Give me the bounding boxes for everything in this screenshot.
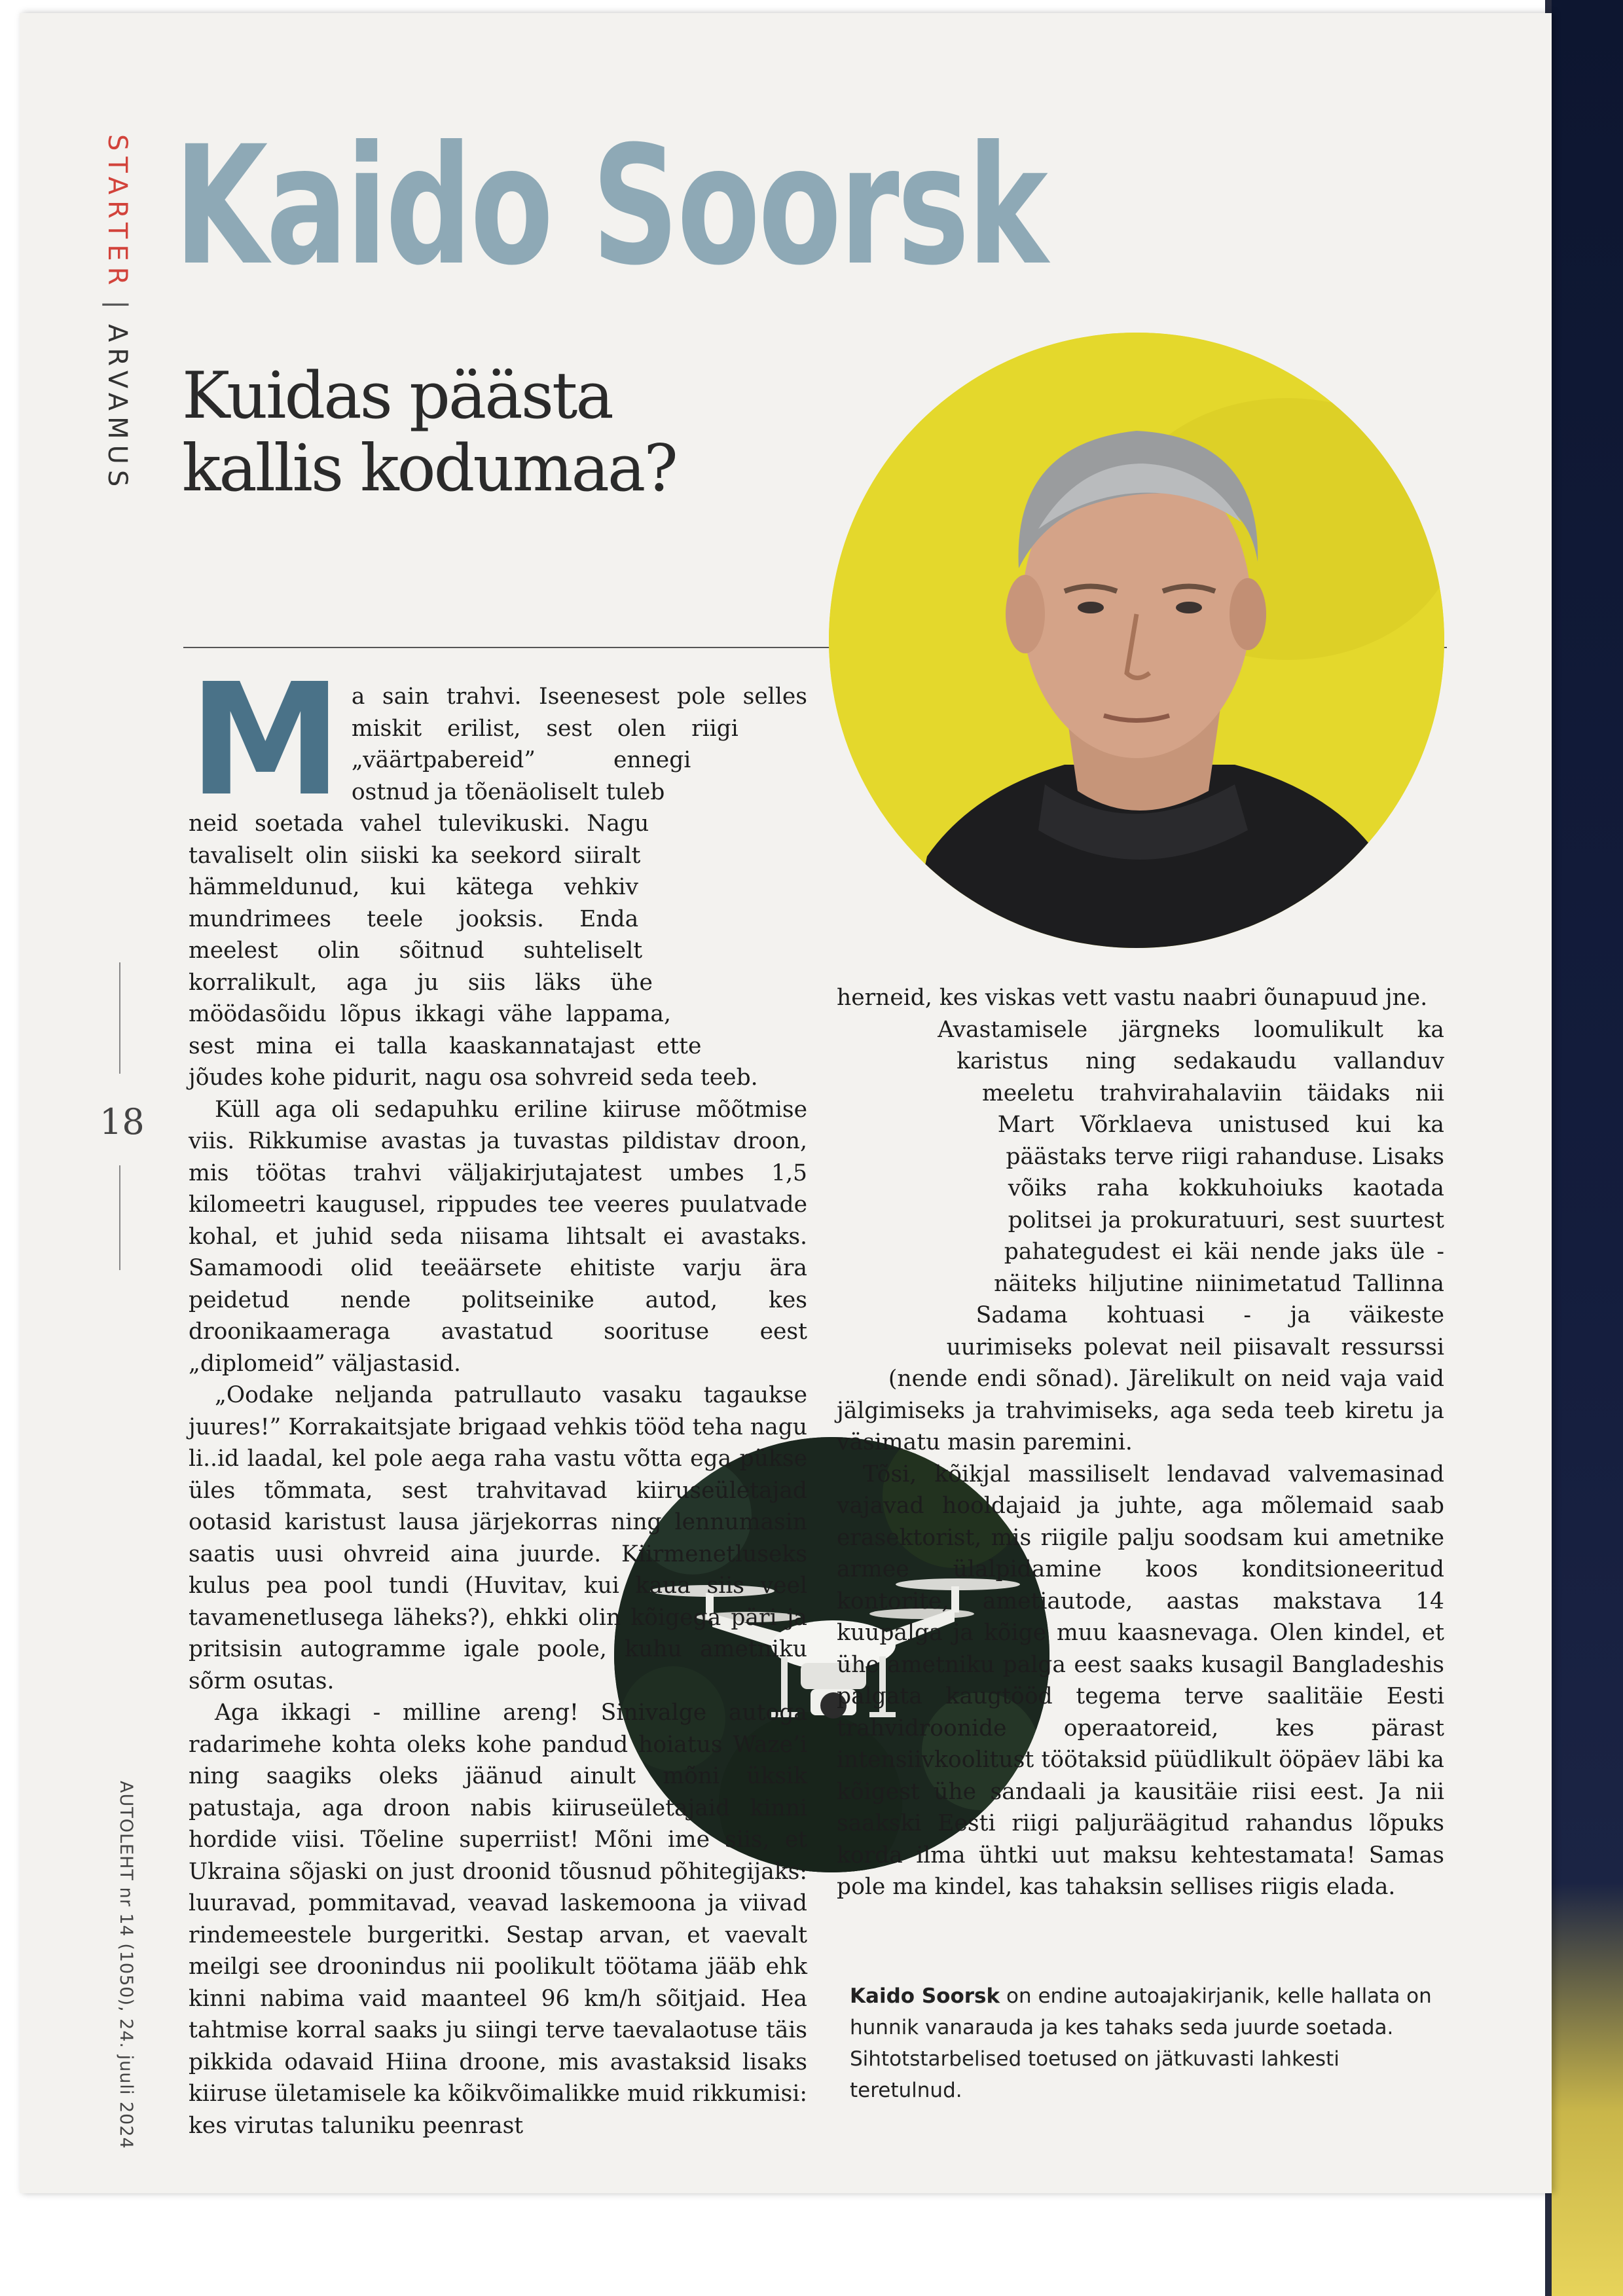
subtitle-line-1: Kuidas päästa <box>182 359 612 433</box>
col2-paragraph-1: herneid, kes viskas vett vastu naabri õunapuud jne. <box>837 985 1428 1011</box>
issue-footer: AUTOLEHT nr 14 (1050), 24. juuli 2024 <box>116 1781 136 2149</box>
bio-text: on endine autoajakirjanik, kelle hallata on hunnik vanarauda ja kes tahaks seda juurde soetada. Sihtotstarbelised toetused on jätkuvasti lahkesti teretulnud. <box>850 1984 1432 2102</box>
author-title: Kaido Soorsk <box>174 111 1046 301</box>
author-portrait <box>829 333 1444 948</box>
col1-paragraph-2: Küll aga oli sedapuhku eriline kiiruse mõõtmise viis. Rikkumise avastas ja tuvastas pildistav droon, mis töötas trahvi väljakirjutajatest umbes 1,5 kilomeetri kaugusel, rippudes tee veeres puulatvade kohal, et juhid seda niisama lihtsalt ei avastaks. Samamoodi olid teeäärsete ehitiste varju ära peidetud nende politseinike autod, kes droonikaameraga avastatud soorituse eest „diplomeid” väljastasid. <box>189 1096 807 1377</box>
col1-paragraph-1: a sain trahvi. Iseenesest pole selles miskit erilist, sest olen riigi „väärtpabereid” ennegi ostnud ja tõenäoliselt tuleb neid soetada vahel tulevikuski. Nagu tavaliselt olin siiski ka seekord siiralt hämmeldunud, kui kätega vehkiv mundrimees teele jooksis. Enda meelest olin sõitnud suhteliselt korralikult, aga ju siis läks ühe möödasõidu lõpus ikkagi vähe lappama, sest mina ei talla kaaskannatajast ette jõudes kohe pidurit, nagu osa sohvreid seda teeb. <box>189 683 807 1091</box>
article-column-1 <box>189 650 807 2141</box>
author-bio <box>850 1980 1452 2106</box>
col2-paragraph-2: Avastamisele järgneks loomulikult ka karistus ning sedakaudu vallanduv meeletu trahvirahalaviin täidaks nii Mart Võrklaeva unistused kui ka päästaks terve riigi rahanduse. Lisaks võiks raha kokkuhoiuks kaotada politsei ja prokuratuuri, sest suurtest pahategudest ei käi nende jaks üle - näiteks hiljutine niinimetatud Tallinna Sadama kohtuasi - ja väikeste uurimiseks polevat neil piisavalt ressurssi (nende endi sõnad). Järelikult on neid vaja vaid jälgimiseks ja trahvimiseks, aga seda teeb kiretu ja väsimatu masin paremini. <box>837 1016 1444 1455</box>
page-number: 18 <box>100 1101 145 1142</box>
magazine-page <box>20 13 1552 2193</box>
article-column-2 <box>837 982 1444 1903</box>
section-primary: STARTER <box>102 134 132 291</box>
page-number-rule-top <box>119 962 120 1074</box>
col1-paragraph-4: Aga ikkagi - milline areng! Sinivalge autoga radarimehe kohta oleks kohe pandud hoiatus Waze’i ning saagiks oleks jäänud ainult mõni üksik patustaja, aga droon nabis kiiruseületajaid kinni hordide viisi. Tõeline superriist! Mõni ime siis, et Ukraina sõjaski on just droonid tõusnud põhitegijaks: luuravad, pommitavad, veavad laskemoona ja viivad rindemeestele burgeritki. Sestap arvan, et vaevalt meilgi see droonindus nii poolikult töötama jääb ehk kinni nabima vaid maanteel 96 km/h sõitjaid. Hea tahtmise korral saaks ju siingi terve taevalaotuse täis pikkida odavaid Hiina droone, mis avastaksid lisaks kiiruse ületamisele ka kõikvõimalikke muid rikkumisi: kes virutas taluniku peenrast <box>189 1700 807 2139</box>
drop-cap: M <box>189 650 342 830</box>
section-divider: | <box>102 300 132 315</box>
article-subtitle <box>182 360 676 505</box>
subtitle-line-2: kallis kodumaa? <box>182 431 676 506</box>
portrait-illustration <box>829 333 1444 948</box>
col2-paragraph-3: Tõsi, kõikjal massiliselt lendavad valvemasinad vajavad hooldajaid ja juhte, aga mõlemaid saab erasektorist, mis riigile palju soodsam kui ametnike armee ülalpidamine koos konditsioneeritud kontorite, ametiautode, aastas makstava 14 kuupalga ja kõige muu kaasnevaga. Olen kindel, et ühe ametniku palga eest saaks kusagil Bangladeshis palgata kaugtööd tegema terve saalitäie Eesti trahvidroonide operaatoreid, kes pärast intensiivkoolitust töötaksid püüdlikult ööpäev läbi ka kõigest ühe sandaali ja kausitäie riisi eest. Ja nii saakski Eesti riigi paljuräägitud rahandus lõpuks korda ilma ühtki uut maksu kehtestamata! Samas pole ma kindel, kas tahaksin sellises riigis elada. <box>837 1461 1444 1900</box>
section-secondary: ARVAMUS <box>102 323 132 493</box>
bio-name: Kaido Soorsk <box>850 1984 1000 2008</box>
section-label <box>102 134 132 492</box>
next-page-edge <box>1552 0 1623 2296</box>
col1-paragraph-3: „Oodake neljanda patrullauto vasaku tagaukse juures!” Korrakaitsjate brigaad vehkis tööd teha nagu li..id laadal, kel pole aega raha vastu võtta ega pükse üles tõmmata, sest trahvitavad kiiruseületajad ootasid karistust lausa järjekorras ning lennumasin saatis uusi ohvreid aina juurde. Kiirmenetluseks kulus pea pool tundi (Huvitav, kui kaua siis veel tavamenetlusega läheks?), ehkki olin kõigega päri ja pritsisin autogramme igale poole, kuhu ametniku sõrm osutas. <box>189 1382 807 1694</box>
page-number-rule-bottom <box>119 1165 120 1270</box>
